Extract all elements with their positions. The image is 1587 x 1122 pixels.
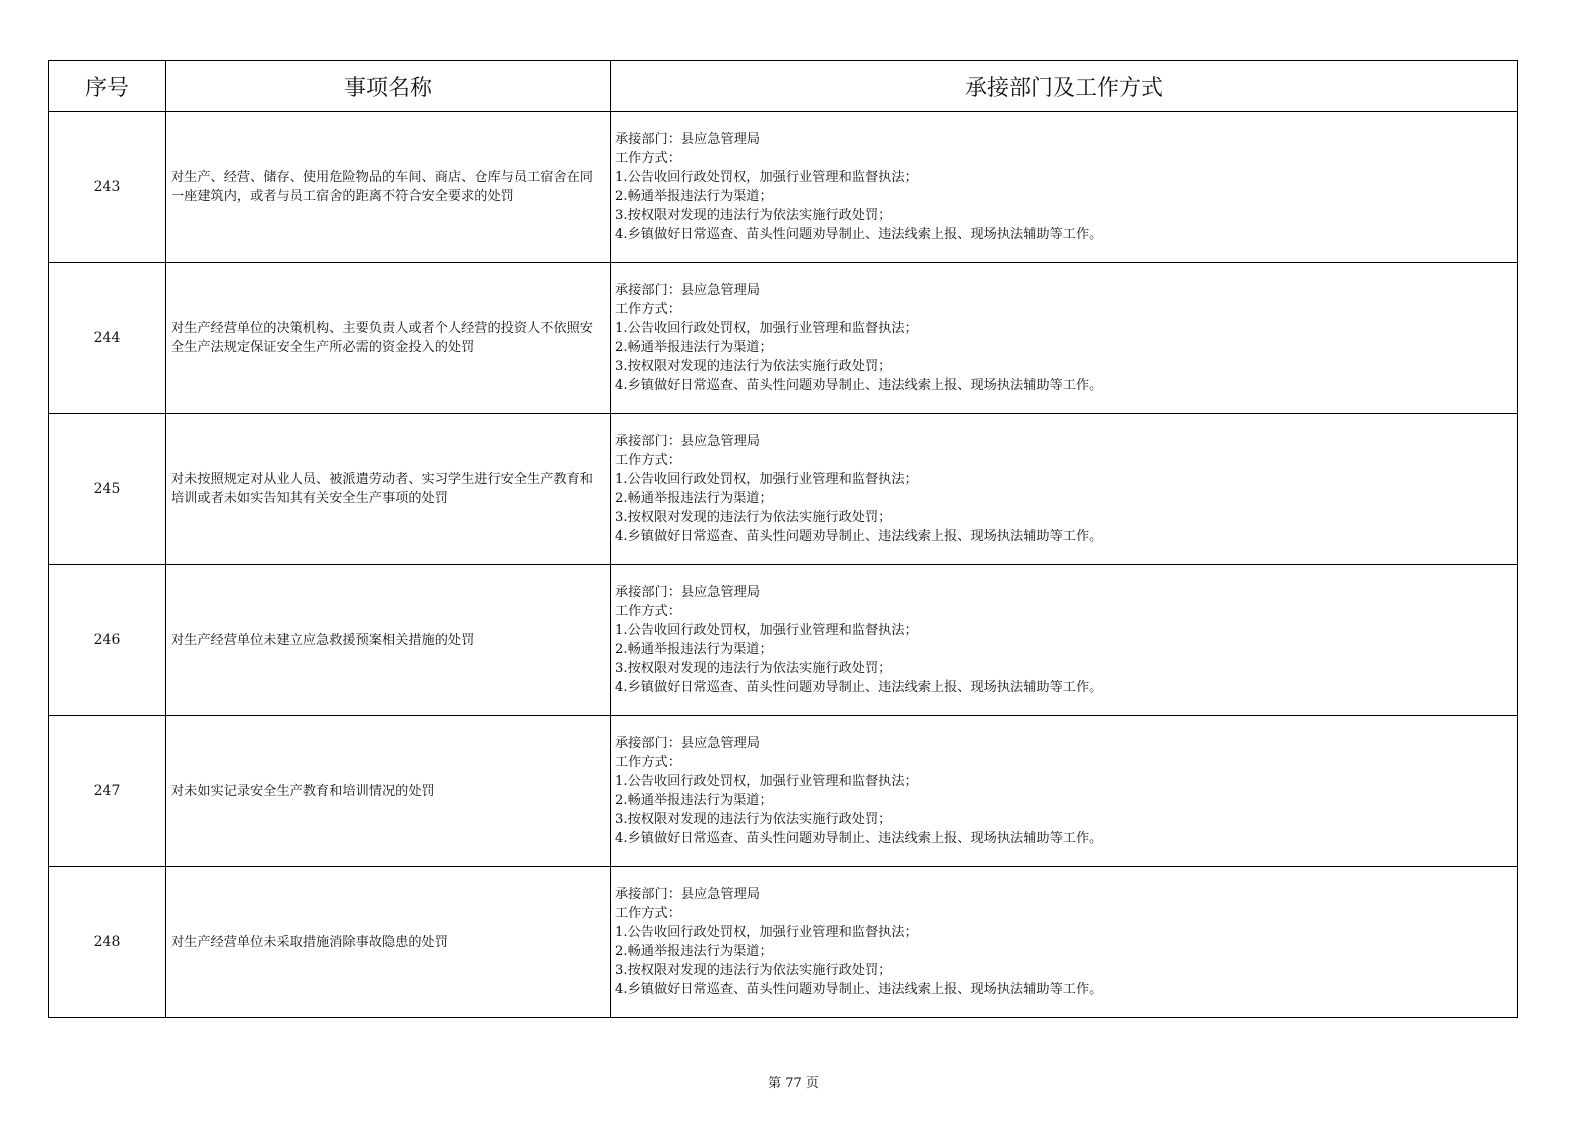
method-heading-line: 工作方式： <box>615 302 681 317</box>
method-step-line: 4.乡镇做好日常巡查、苗头性问题劝导制止、违法线索上报、现场执法辅助等工作。 <box>615 831 1103 846</box>
method-heading-line: 工作方式： <box>615 453 681 468</box>
method-step-line: 1.公告收回行政处罚权，加强行业管理和监督执法； <box>615 321 918 336</box>
table-row <box>49 112 1518 263</box>
row-item-name: 对生产经营单位未建立应急救援预案相关措施的处罚 <box>166 565 611 716</box>
method-step-line: 2.畅通举报违法行为渠道； <box>615 793 773 808</box>
row-serial-number: 243 <box>49 112 166 263</box>
items-table <box>48 60 1518 1018</box>
method-step-line: 2.畅通举报违法行为渠道； <box>615 944 773 959</box>
method-heading-line: 工作方式： <box>615 604 681 619</box>
row-item-name: 对未如实记录安全生产教育和培训情况的处罚 <box>166 716 611 867</box>
method-step-line: 2.畅通举报违法行为渠道； <box>615 340 773 355</box>
method-step-line: 1.公告收回行政处罚权，加强行业管理和监督执法； <box>615 774 918 789</box>
method-step-line: 4.乡镇做好日常巡查、苗头性问题劝导制止、违法线索上报、现场执法辅助等工作。 <box>615 227 1103 242</box>
method-step-line: 3.按权限对发现的违法行为依法实施行政处罚； <box>615 510 892 525</box>
method-step-line: 4.乡镇做好日常巡查、苗头性问题劝导制止、违法线索上报、现场执法辅助等工作。 <box>615 982 1103 997</box>
method-heading-line: 工作方式： <box>615 755 681 770</box>
row-item-name: 对生产、经营、储存、使用危险物品的车间、商店、仓库与员工宿舍在同一座建筑内，或者与员工宿舍的距离不符合安全要求的处罚 <box>166 112 611 263</box>
row-department-method <box>611 414 1518 565</box>
table-body <box>49 112 1518 1018</box>
department-line: 承接部门：县应急管理局 <box>615 887 761 902</box>
department-line: 承接部门：县应急管理局 <box>615 736 761 751</box>
method-heading-line: 工作方式： <box>615 906 681 921</box>
department-line: 承接部门：县应急管理局 <box>615 585 761 600</box>
table-row <box>49 263 1518 414</box>
row-item-name: 对未按照规定对从业人员、被派遣劳动者、实习学生进行安全生产教育和培训或者未如实告知其有关安全生产事项的处罚 <box>166 414 611 565</box>
method-step-line: 1.公告收回行政处罚权，加强行业管理和监督执法； <box>615 623 918 638</box>
row-department-method <box>611 565 1518 716</box>
row-department-method <box>611 263 1518 414</box>
row-department-method <box>611 867 1518 1018</box>
method-step-line: 3.按权限对发现的违法行为依法实施行政处罚； <box>615 963 892 978</box>
method-step-line: 4.乡镇做好日常巡查、苗头性问题劝导制止、违法线索上报、现场执法辅助等工作。 <box>615 378 1103 393</box>
table-header-row <box>49 61 1518 112</box>
department-line: 承接部门：县应急管理局 <box>615 434 761 449</box>
method-step-line: 1.公告收回行政处罚权，加强行业管理和监督执法； <box>615 472 918 487</box>
method-step-line: 3.按权限对发现的违法行为依法实施行政处罚； <box>615 208 892 223</box>
row-serial-number: 246 <box>49 565 166 716</box>
method-step-line: 4.乡镇做好日常巡查、苗头性问题劝导制止、违法线索上报、现场执法辅助等工作。 <box>615 529 1103 544</box>
method-step-line: 4.乡镇做好日常巡查、苗头性问题劝导制止、违法线索上报、现场执法辅助等工作。 <box>615 680 1103 695</box>
table-row <box>49 867 1518 1018</box>
method-step-line: 2.畅通举报违法行为渠道； <box>615 642 773 657</box>
header-item-name: 事项名称 <box>166 61 611 112</box>
row-item-name: 对生产经营单位的决策机构、主要负责人或者个人经营的投资人不依照安全生产法规定保证安全生产所必需的资金投入的处罚 <box>166 263 611 414</box>
method-step-line: 1.公告收回行政处罚权，加强行业管理和监督执法； <box>615 925 918 940</box>
table-row <box>49 414 1518 565</box>
department-line: 承接部门：县应急管理局 <box>615 283 761 298</box>
row-department-method <box>611 112 1518 263</box>
row-department-method <box>611 716 1518 867</box>
row-serial-number: 245 <box>49 414 166 565</box>
method-step-line: 3.按权限对发现的违法行为依法实施行政处罚； <box>615 812 892 827</box>
method-step-line: 3.按权限对发现的违法行为依法实施行政处罚； <box>615 359 892 374</box>
row-serial-number: 244 <box>49 263 166 414</box>
method-step-line: 2.畅通举报违法行为渠道； <box>615 189 773 204</box>
table-row <box>49 716 1518 867</box>
page-number: 第 77 页 <box>768 1076 819 1091</box>
method-step-line: 3.按权限对发现的违法行为依法实施行政处罚； <box>615 661 892 676</box>
header-department-method: 承接部门及工作方式 <box>611 61 1518 112</box>
header-serial-number: 序号 <box>49 61 166 112</box>
row-serial-number: 247 <box>49 716 166 867</box>
method-step-line: 1.公告收回行政处罚权，加强行业管理和监督执法； <box>615 170 918 185</box>
method-heading-line: 工作方式： <box>615 151 681 166</box>
table-row <box>49 565 1518 716</box>
row-item-name: 对生产经营单位未采取措施消除事故隐患的处罚 <box>166 867 611 1018</box>
row-serial-number: 248 <box>49 867 166 1018</box>
method-step-line: 2.畅通举报违法行为渠道； <box>615 491 773 506</box>
department-line: 承接部门：县应急管理局 <box>615 132 761 147</box>
